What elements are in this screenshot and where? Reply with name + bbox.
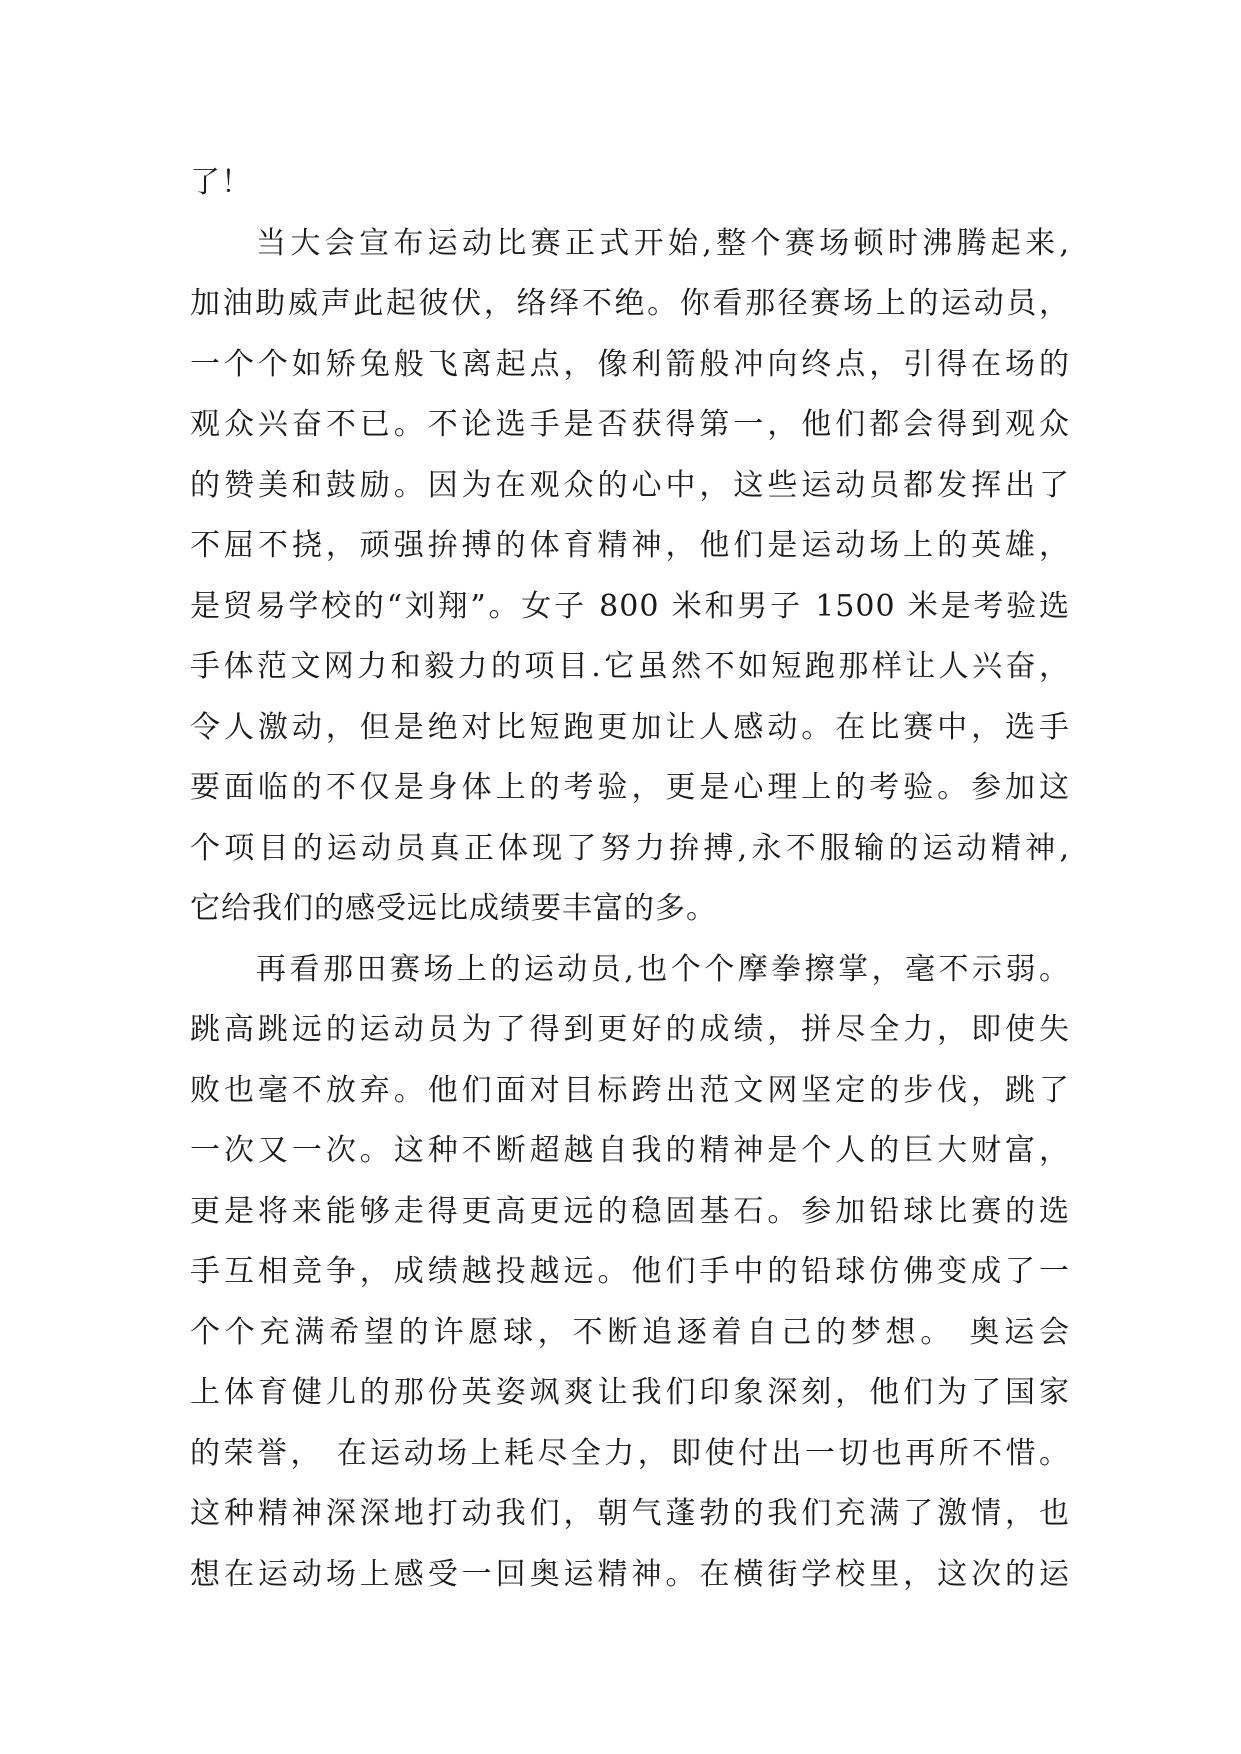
text-line: 这种精神深深地打动我们，朝气蓬勃的我们充满了激情，也 — [190, 1496, 1070, 1531]
text-line: 了！ — [190, 165, 252, 200]
text-line: 一个个如矫兔般飞离起点，像利箭般冲向终点，引得在场的 — [190, 346, 1070, 382]
text-line: 败也毫不放弃。他们面对目标跨出范文网坚定的步伐，跳了 — [190, 1072, 1070, 1108]
text-line: 更是将来能够走得更高更远的稳固基石。参加铅球比赛的选 — [190, 1193, 1070, 1229]
text-line: 加油助威声此起彼伏，络绎不绝。你看那径赛场上的运动员， — [190, 286, 1070, 321]
paragraph-first-line: 再看那田赛场上的运动员,也个个摩拳擦掌，毫不示弱。 — [256, 951, 1070, 987]
text-line: 令人激动，但是绝对比短跑更加让人感动。在比赛中，选手 — [190, 709, 1070, 745]
text-line: 它给我们的感受远比成绩要丰富的多。 — [190, 891, 717, 926]
text-line: 的赞美和鼓励。因为在观众的心中，这些运动员都发挥出了 — [190, 467, 1070, 503]
text-line: 一次又一次。这种不断超越自我的精神是个人的巨大财富， — [190, 1133, 1070, 1168]
text-line: 想在运动场上感受一回奥运精神。在横街学校里，这次的运 — [190, 1556, 1070, 1592]
text-line: 是贸易学校的“刘翔”。女子 800 米和男子 1500 米是考验选 — [190, 588, 1070, 624]
text-line: 手互相竞争，成绩越投越远。他们手中的铅球仿佛变成了一 — [190, 1254, 1070, 1289]
text-line: 个项目的运动员真正体现了努力拚搏,永不服输的运动精神, — [190, 830, 1070, 866]
text-line: 上体育健儿的那份英姿飒爽让我们印象深刻，他们为了国家 — [190, 1375, 1070, 1410]
text-line: 观众兴奋不已。不论选手是否获得第一，他们都会得到观众 — [190, 407, 1070, 442]
text-line: 的荣誉， 在运动场上耗尽全力，即使付出一切也再所不惜。 — [190, 1435, 1070, 1471]
text-line: 跳高跳远的运动员为了得到更好的成绩，拼尽全力，即使失 — [190, 1012, 1070, 1047]
text-line: 要面临的不仅是身体上的考验，更是心理上的考验。参加这 — [190, 770, 1070, 805]
text-line: 不屈不挠，顽强拚搏的体育精神，他们是运动场上的英雄， — [190, 528, 1070, 563]
document-body — [190, 153, 1070, 1605]
paragraph-first-line: 当大会宣布运动比赛正式开始,整个赛场顿时沸腾起来, — [256, 225, 1070, 261]
text-line: 个个充满希望的许愿球，不断追逐着自己的梦想。 奥运会 — [190, 1314, 1070, 1350]
text-line: 手体范文网力和毅力的项目.它虽然不如短跑那样让人兴奋， — [190, 649, 1070, 684]
